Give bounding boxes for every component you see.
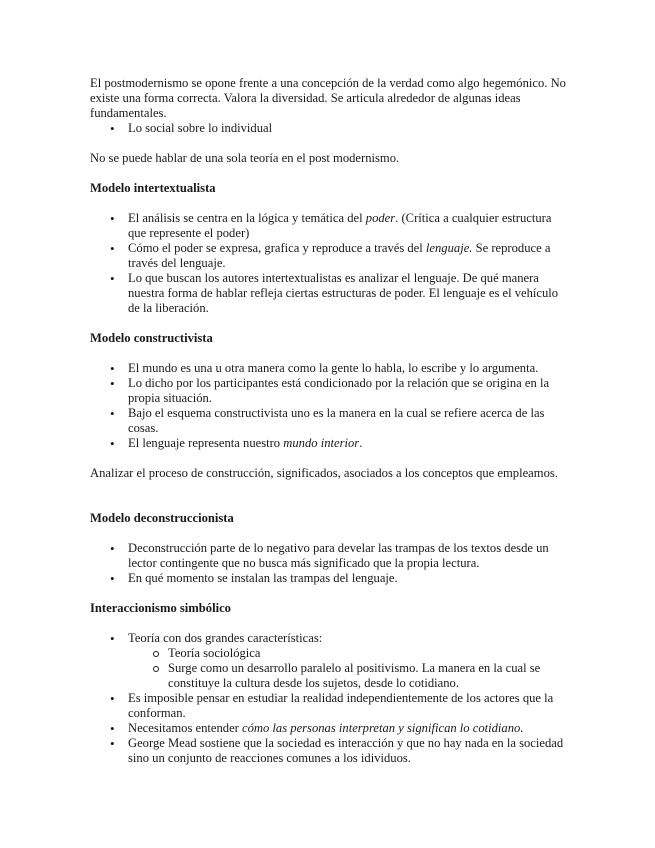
emphasis: poder	[365, 211, 396, 225]
list-item	[90, 436, 571, 451]
emphasis: lenguaje.	[425, 241, 473, 255]
text-run: .	[359, 436, 363, 450]
sub-list-item: Surge como un desarrollo paralelo al positivismo. La manera en la cual se constituye la cultura desde los sujetos, desde lo cotidiano.	[128, 661, 571, 691]
section-heading-interaccionismo: Interaccionismo simbólico	[90, 601, 231, 615]
list-item	[90, 271, 571, 316]
section-heading-deconstruccionista: Modelo deconstruccionista	[90, 511, 234, 525]
list-item	[90, 241, 571, 271]
emphasis: mundo interior	[283, 436, 360, 450]
list-item	[90, 211, 571, 241]
text-run: Necesitamos entender	[128, 721, 242, 735]
text-run: El mundo es una u otra manera como la gente lo habla, lo escribe y lo argumenta.	[128, 361, 539, 375]
section-heading-intertextualista: Modelo intertextualista	[90, 181, 216, 195]
list-item	[90, 631, 571, 691]
interaccionismo-list	[90, 631, 571, 766]
emphasis: cómo las personas interpretan y significan lo cotidiano.	[242, 721, 524, 735]
text-run: Teoría con dos grandes características:	[128, 631, 323, 645]
list-item: • Lo social sobre lo individual	[90, 121, 571, 136]
list-item	[90, 376, 571, 406]
constructivista-after-paragraph: Analizar el proceso de construcción, significados, asociados a los conceptos que empleamos.	[90, 466, 558, 480]
spacer	[90, 481, 571, 496]
intertextualista-list	[90, 211, 571, 316]
list-item: • Deconstrucción parte de lo negativo para develar las trampas de los textos desde un lector contingente que no busca más significado que la propia lectura.	[90, 541, 571, 571]
intro-paragraph: El postmodernismo se opone frente a una concepción de la verdad como algo hegemónico. No existe una forma correcta. Valora la diversidad. Se articula alrededor de algunas ideas fundamentales.	[90, 76, 566, 120]
text-run: El análisis se centra en la lógica y temática del	[128, 211, 366, 225]
list-item	[90, 406, 571, 436]
section-heading-constructivista: Modelo constructivista	[90, 331, 213, 345]
intro-after-paragraph: No se puede hablar de una sola teoría en el post modernismo.	[90, 151, 400, 165]
list-item	[90, 361, 571, 376]
spacer	[90, 496, 571, 511]
text-run: El lenguaje representa nuestro	[128, 436, 284, 450]
list-item: • George Mead sostiene que la sociedad es interacción y que no hay nada en la sociedad sino un conjunto de reacciones comunes a los idividuos.	[90, 736, 571, 766]
sub-list-item: Teoría sociológica	[128, 646, 571, 661]
list-item: • Es imposible pensar en estudiar la realidad independientemente de los actores que la conforman.	[90, 691, 571, 721]
list-item	[90, 721, 571, 736]
constructivista-list	[90, 361, 571, 451]
text-run: Lo dicho por los participantes está condicionado por la relación que se origina en la propia situación.	[128, 376, 550, 405]
text-run: Se reproduce a través del lenguaje.	[128, 241, 551, 270]
deconstruccionista-list	[90, 541, 571, 586]
text-run: Cómo el poder se expresa, grafica y reproduce a través del	[128, 241, 426, 255]
interaccionismo-sublist	[128, 646, 571, 691]
text-run: Bajo el esquema constructivista uno es la manera en la cual se refiere acerca de las cosas.	[128, 406, 545, 435]
list-item: • En qué momento se instalan las trampas del lenguaje.	[90, 571, 571, 586]
intro-list	[90, 121, 571, 136]
text-run: Lo que buscan los autores intertextualistas es analizar el lenguaje. De qué manera nuestra forma de hablar refleja ciertas estructuras de poder. El lenguaje es el vehículo de la liberación.	[128, 271, 559, 315]
text-run: . (Crítica a cualquier estructura que represente el poder)	[128, 211, 552, 240]
